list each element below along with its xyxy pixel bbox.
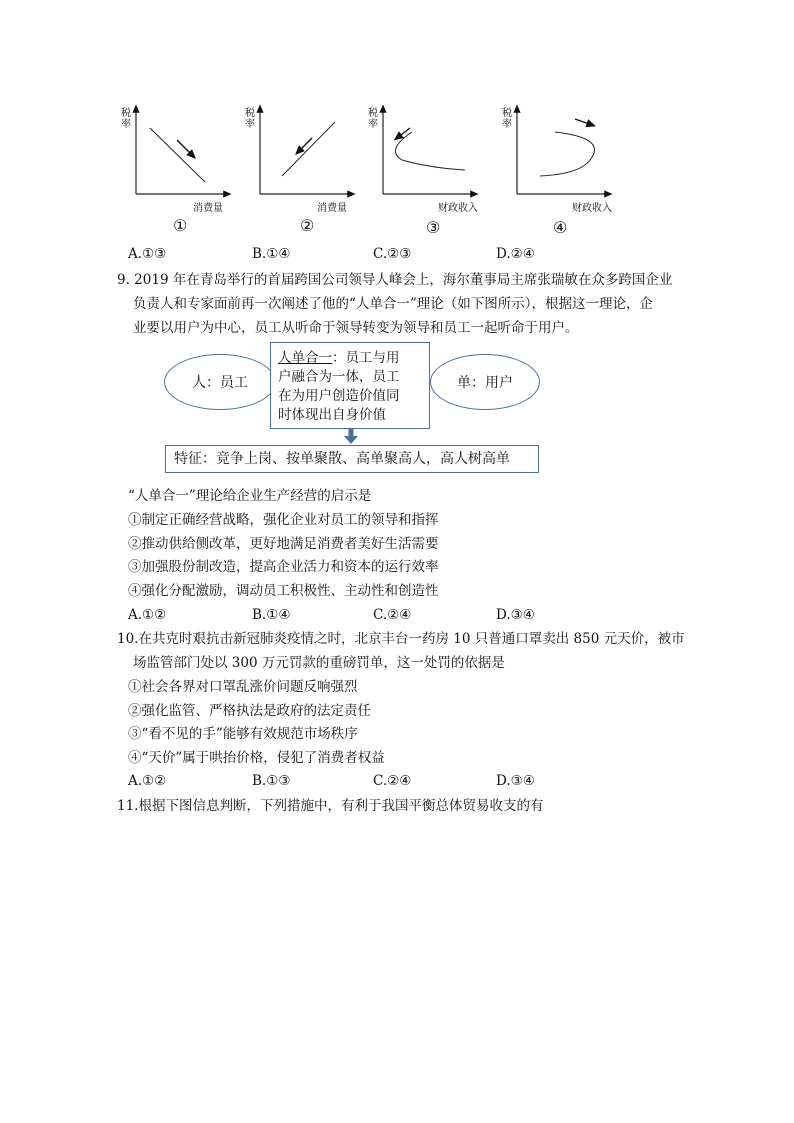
- q10-option-a: A.①②: [128, 773, 167, 789]
- q9-item-4: ④强化分配激励，调动员工积极性、主动性和创造性: [128, 583, 439, 599]
- graph-4-number: ④: [553, 218, 568, 237]
- graph-3-curve: [395, 132, 465, 170]
- q10-item-1: ①社会各界对口罩乱涨价问题反响强烈: [128, 679, 358, 695]
- graph-4-y-label: 税率: [502, 108, 512, 130]
- graph-2-number: ②: [300, 216, 315, 235]
- diagram-employee-label: 人：员工: [192, 375, 248, 391]
- graph-1-curve: [150, 128, 205, 182]
- graph-2-x-label: 消费量: [317, 203, 347, 214]
- graph-1-y-label: 税率: [121, 108, 131, 130]
- diagram-center-text-1: ：员工与用: [332, 350, 400, 366]
- q10-stem-line-2: 场监管部门处以 300 万元罚款的重磅罚单，这一处罚的依据是: [133, 655, 505, 671]
- q9-option-b: B.①④: [252, 607, 291, 623]
- graph-1-arrow: [177, 140, 193, 156]
- graph-4-arrow: [575, 119, 592, 125]
- diagram-center-text-4: 时体现出自身价值: [278, 407, 386, 423]
- graph-2-y-label: 税率: [245, 108, 255, 130]
- tax-graphs: [0, 0, 794, 250]
- q11-stem: 11.根据下图信息判断，下列措施中，有利于我国平衡总体贸易收支的有: [117, 798, 544, 814]
- q9-option-a: A.①②: [128, 607, 167, 623]
- q9-option-d: D.③④: [496, 607, 535, 623]
- down-arrow-icon: [343, 429, 359, 445]
- graph-2-curve: [282, 122, 335, 176]
- q9-item-3: ③加强股份制改造，提高企业活力和资本的运行效率: [128, 559, 439, 575]
- diagram-user-label: 单：用户: [457, 375, 513, 391]
- graph-2: [260, 108, 352, 194]
- q9-stem-line-3: 业要以用户为中心，员工从听命于领导转变为领导和员工一起听命于用户。: [133, 320, 579, 336]
- diagram-center-text-3: 在为用户创造价值同: [278, 388, 400, 404]
- graph-3: [383, 108, 475, 194]
- graph-4: [517, 108, 609, 194]
- graph-1: [136, 108, 228, 194]
- graph-4-x-label: 财政收入: [572, 203, 612, 214]
- q9-stem-line-1: 9. 2019 年在青岛举行的首届跨国公司领导人峰会上，海尔董事局主席张瑞敏在众多跨国企业: [117, 272, 673, 288]
- graph-1-number: ①: [173, 216, 188, 235]
- graph-3-number: ③: [426, 218, 441, 237]
- q10-item-2: ②强化监管、严格执法是政府的法定责任: [128, 703, 371, 719]
- diagram-feature-text: 特征：竞争上岗、按单聚散、高单聚高人，高人树高单: [174, 451, 510, 467]
- graph-4-curve: [540, 132, 595, 176]
- q8-option-d: D.②④: [496, 246, 535, 262]
- diagram-center-box: [270, 342, 430, 429]
- q8-option-a: A.①③: [128, 246, 167, 262]
- q10-option-d: D.③④: [496, 773, 535, 789]
- q9-question: “人单合一”理论给企业生产经营的启示是: [128, 488, 372, 504]
- graph-3-y-label: 税率: [368, 108, 378, 130]
- q10-option-b: B.①③: [252, 773, 291, 789]
- q10-stem-line-1: 10.在共克时艰抗击新冠肺炎疫情之时，北京丰台一药房 10 只普通口罩卖出 850 元天价，被市: [117, 631, 685, 647]
- diagram-center-title: 人单合一: [278, 350, 332, 366]
- q10-item-4: ④“天价”属于哄抬价格，侵犯了消费者权益: [128, 750, 385, 766]
- graph-2-arrow: [298, 138, 312, 152]
- diagram-user-ellipse: [430, 354, 540, 410]
- q9-stem-line-2: 负责人和专家面前再一次阐述了他的“人单合一”理论（如下图所示），根据这一理论，企: [133, 296, 654, 312]
- q10-option-c: C.②④: [373, 773, 412, 789]
- q9-option-c: C.②④: [373, 607, 412, 623]
- diagram-feature-box: [165, 445, 539, 473]
- graph-3-arrow: [397, 128, 410, 138]
- q8-option-c: C.②③: [373, 246, 412, 262]
- diagram-center-text-2: 户融合为一体，员工: [278, 369, 400, 385]
- graph-3-x-label: 财政收入: [438, 203, 478, 214]
- q8-option-b: B.①④: [252, 246, 291, 262]
- graph-1-x-label: 消费量: [193, 203, 223, 214]
- q9-item-2: ②推动供给侧改革，更好地满足消费者美好生活需要: [128, 536, 439, 552]
- q10-item-3: ③“看不见的手”能够有效规范市场秩序: [128, 726, 358, 742]
- diagram-employee-ellipse: [164, 354, 276, 410]
- q9-item-1: ①制定正确经营战略，强化企业对员工的领导和指挥: [128, 512, 439, 528]
